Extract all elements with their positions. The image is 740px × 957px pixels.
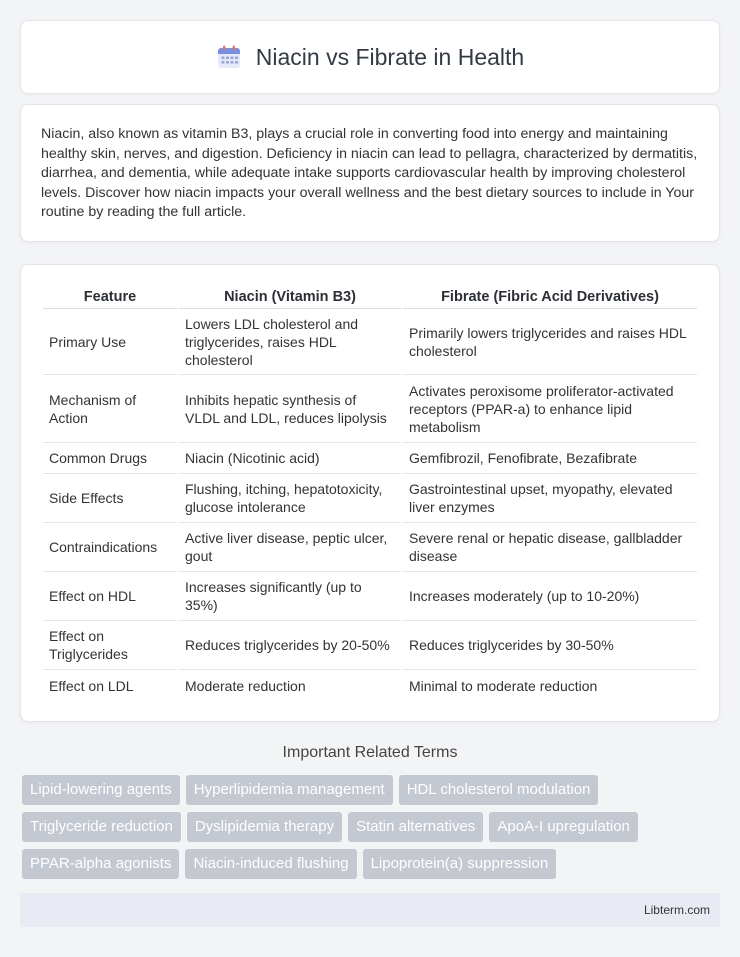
feature-cell: Common Drugs bbox=[43, 443, 177, 474]
table-row bbox=[43, 670, 697, 702]
column-header-feature: Feature bbox=[43, 287, 177, 309]
feature-cell: Effect on HDL bbox=[43, 572, 177, 621]
feature-cell: Contraindications bbox=[43, 523, 177, 572]
column-header-fibrate: Fibrate (Fibric Acid Derivatives) bbox=[403, 287, 697, 309]
niacin-cell: Flushing, itching, hepatotoxicity, glucose intolerance bbox=[179, 474, 401, 523]
related-term-tag[interactable]: Lipoprotein(a) suppression bbox=[363, 849, 557, 879]
table-row bbox=[43, 309, 697, 375]
fibrate-cell: Minimal to moderate reduction bbox=[409, 678, 598, 694]
niacin-cell: Moderate reduction bbox=[185, 678, 306, 694]
feature-cell: Effect on LDL bbox=[49, 678, 134, 694]
fibrate-cell: Reduces triglycerides by 30-50% bbox=[403, 621, 697, 670]
related-terms-title: Important Related Terms bbox=[282, 744, 458, 761]
niacin-cell: Increases significantly (up to 35%) bbox=[179, 572, 401, 621]
fibrate-cell: Activates peroxisome proliferator-activated receptors (PPAR-a) to enhance lipid metabolism bbox=[403, 375, 697, 443]
page-header bbox=[20, 20, 720, 94]
page-title: Niacin vs Fibrate in Health bbox=[255, 43, 525, 70]
fibrate-cell: Severe renal or hepatic disease, gallbladder disease bbox=[403, 523, 697, 572]
related-term-tag[interactable]: Lipid-lowering agents bbox=[22, 775, 180, 805]
related-terms-tags bbox=[20, 775, 720, 879]
niacin-cell: Active liver disease, peptic ulcer, gout bbox=[179, 523, 401, 572]
calendar-icon bbox=[216, 44, 242, 70]
niacin-cell: Niacin (Nicotinic acid) bbox=[179, 443, 401, 474]
related-term-tag[interactable]: Niacin-induced flushing bbox=[185, 849, 356, 879]
feature-cell: Effect on Triglycerides bbox=[43, 621, 177, 670]
fibrate-cell: Increases moderately (up to 10-20%) bbox=[403, 572, 697, 621]
table-row bbox=[43, 572, 697, 621]
niacin-cell: Lowers LDL cholesterol and triglycerides, raises HDL cholesterol bbox=[179, 309, 401, 375]
comparison-table-card bbox=[20, 264, 720, 722]
feature-cell: Primary Use bbox=[43, 309, 177, 375]
table-header-row bbox=[43, 287, 697, 309]
table-row bbox=[43, 523, 697, 572]
feature-cell: Mechanism of Action bbox=[43, 375, 177, 443]
footer-site-link[interactable]: Libterm.com bbox=[643, 903, 710, 917]
related-terms-section bbox=[20, 744, 720, 879]
fibrate-cell: Gemfibrozil, Fenofibrate, Bezafibrate bbox=[403, 443, 697, 474]
feature-cell: Side Effects bbox=[43, 474, 177, 523]
related-term-tag[interactable]: Hyperlipidemia management bbox=[186, 775, 393, 805]
related-term-tag[interactable]: PPAR-alpha agonists bbox=[22, 849, 179, 879]
related-term-tag[interactable]: Dyslipidemia therapy bbox=[187, 812, 342, 842]
table-row bbox=[43, 621, 697, 670]
column-header-niacin: Niacin (Vitamin B3) bbox=[179, 287, 401, 309]
table-row bbox=[43, 443, 697, 474]
comparison-table bbox=[41, 287, 699, 702]
related-term-tag[interactable]: Statin alternatives bbox=[348, 812, 483, 842]
related-term-tag[interactable]: Triglyceride reduction bbox=[22, 812, 181, 842]
intro-section bbox=[20, 104, 720, 242]
niacin-cell: Reduces triglycerides by 20-50% bbox=[179, 621, 401, 670]
intro-text: Niacin, also known as vitamin B3, plays a crucial role in converting food into energy and maintaining healthy skin, nerves, and digestion. Deficiency in niacin can lead to pellagra, characterized by dermatitis, diarrhea, and dementia, while adequate intake supports cardiovascular health by improving cholesterol levels. Discover how niacin impacts your overall wellness and the best dietary sources to include in Your routine by reading the full article. bbox=[41, 126, 698, 220]
table-row bbox=[43, 375, 697, 443]
related-term-tag[interactable]: ApoA-I upregulation bbox=[489, 812, 638, 842]
related-term-tag[interactable]: HDL cholesterol modulation bbox=[399, 775, 599, 805]
fibrate-cell: Gastrointestinal upset, myopathy, elevated liver enzymes bbox=[403, 474, 697, 523]
fibrate-cell: Primarily lowers triglycerides and raises HDL cholesterol bbox=[403, 309, 697, 375]
table-row bbox=[43, 474, 697, 523]
page-footer bbox=[20, 893, 720, 927]
niacin-cell: Inhibits hepatic synthesis of VLDL and LDL, reduces lipolysis bbox=[179, 375, 401, 443]
